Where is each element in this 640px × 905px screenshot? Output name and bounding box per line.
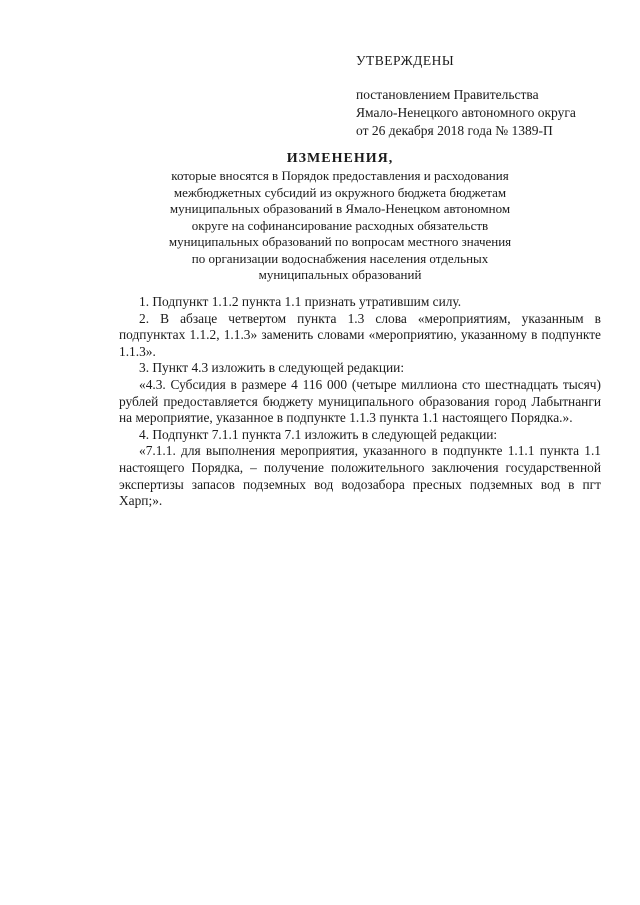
subtitle-line: которые вносятся в Порядок предоставления и расходования [171,168,509,183]
paragraph-4-quote: «7.1.1. для выполнения мероприятия, указанного в подпункте 1.1.1 пункта 1.1 настоящего Порядка, – получение положительного заключения государственной экспертизы запасов подземных вод водозабора пресных подземных вод в пгт Харп;». [119,443,601,509]
title-block [120,150,560,284]
subtitle-line: муниципальных образований [258,267,422,282]
paragraph-4: 4. Подпункт 7.1.1 пункта 7.1 изложить в следующей редакции: [139,426,498,442]
paragraph-3-quote: «4.3. Субсидия в размере 4 116 000 (четыре миллиона сто шестнадцать тысяч) рублей предоставляется бюджету муниципального образования город Лабытнанги на мероприятие, указанное в подпункте 1.1.3 пункта 1.1 настоящего Порядка.». [119,376,601,426]
approved-heading: УТВЕРЖДЕНЫ [356,53,455,68]
subtitle-line: муниципальных образований по вопросам местного значения [168,234,512,249]
approval-line-date: от 26 декабря 2018 года № 1389-П [356,123,553,138]
document-subtitle [120,168,560,284]
subtitle-line: по организации водоснабжения населения отдельных [191,250,489,266]
approval-block [356,52,616,140]
subtitle-line: муниципальных образований в Ямало-Ненецком автономном [169,201,511,216]
subtitle-line: округе на софинансирование расходных обязательств [191,217,489,233]
approval-line-government: Ямало-Ненецкого автономного округа [356,105,576,120]
paragraph-1: 1. Подпункт 1.1.2 пункта 1.1 признать утратившим силу. [139,294,462,309]
approval-line-decree: постановлением Правительства [356,87,539,102]
document-body [119,294,601,510]
paragraph-2: 2. В абзаце четвертом пункта 1.3 слова «мероприятиям, указанным в подпунктах 1.1.2, 1.1.3» заменить словами «мероприятию, указанному в подпункте 1.1.3». [119,310,601,359]
document-title: ИЗМЕНЕНИЯ, [286,151,394,166]
paragraph-3: 3. Пункт 4.3 изложить в следующей редакции: [139,360,405,376]
subtitle-line: межбюджетных субсидий из окружного бюджета бюджетам [173,184,507,200]
